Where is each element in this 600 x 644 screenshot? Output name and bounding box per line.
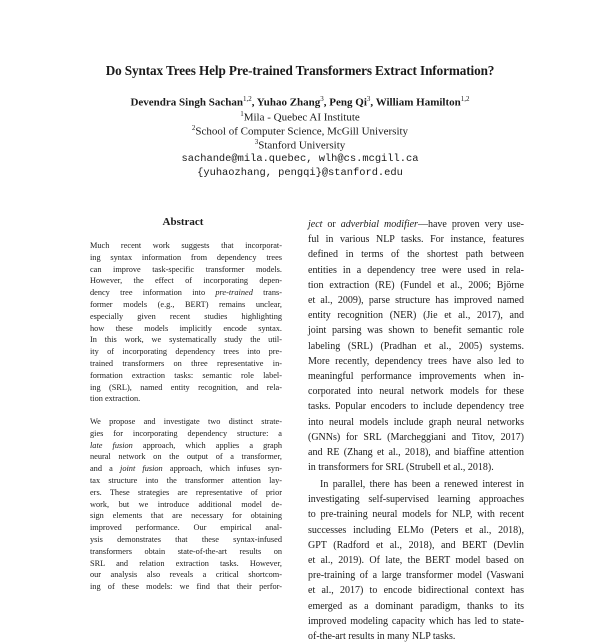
text-line: investigating self-supervised learning approaches xyxy=(308,494,524,506)
author-affiliation-marker: 3 xyxy=(366,95,371,103)
text-line: corporated into neural network models for these xyxy=(308,386,524,398)
text-line: can improve task-specific transformer models. xyxy=(90,264,282,274)
text-line: SRL and relation extraction tasks. However, xyxy=(90,558,282,568)
text-line: entity recognition (NER) (Jie et al., 2017), and xyxy=(308,310,524,322)
text-line: dency tree information into pre-trained trans- xyxy=(90,288,282,298)
text-line: how these models implicitly encode syntax. xyxy=(90,323,282,333)
text-line: ers. These strategies are representative of prior xyxy=(90,487,282,497)
text-line: ing (SRL), named entity recognition, and rela- xyxy=(90,382,282,392)
abstract-heading: Abstract xyxy=(162,216,204,228)
affiliation-marker: 1 xyxy=(240,110,244,118)
author-name: Peng Qi xyxy=(329,96,367,109)
text-line: our analysis also reveals a critical shortcom- xyxy=(90,570,282,580)
text-line: late fusion approach, which applies a graph xyxy=(90,440,282,450)
text-line: emerged as a dominant paradigm, thanks to its xyxy=(308,600,524,612)
text-line: successes including ELMo (Peters et al., 2018), xyxy=(308,524,524,536)
text-line: et al., 2009), parse structure has improved named xyxy=(308,295,524,307)
text-line: ysis demonstrates that these syntax-infused xyxy=(90,534,282,544)
text-line: to pre-training neural models for NLP, with recent xyxy=(308,509,524,521)
text-line: trained transformers on three representative in- xyxy=(90,358,282,368)
text-line: In parallel, there has been a renewed interest in xyxy=(320,479,524,490)
abstract-paragraph-1 xyxy=(90,240,282,405)
text-line: However, the effect of incorporating depen- xyxy=(90,276,282,286)
text-line: ing of these models: we find that their perfor- xyxy=(90,582,282,592)
text-line: ful in various NLP tasks. For instance, features xyxy=(308,234,524,246)
text-line: In this work, we systematically study the util- xyxy=(90,335,282,345)
text-line: transformers obtain state-of-the-art results on xyxy=(90,546,282,556)
affiliation xyxy=(0,110,600,124)
affiliation-marker: 2 xyxy=(191,124,196,132)
text-line: GPT (Radford et al., 2018), and BERT (Devlin xyxy=(308,539,524,551)
text-line: improved modeling capacity which has led to state- xyxy=(308,615,524,627)
intro-paragraph-1 xyxy=(308,217,524,475)
text-line: labeling (SRL) (Pradhan et al., 2005) systems. xyxy=(308,340,524,352)
affiliation-text: Stanford University xyxy=(258,139,346,152)
text-line: improved performance. Our empirical anal- xyxy=(90,523,282,533)
affiliation-text: Mila - Quebec AI Institute xyxy=(243,111,360,124)
author-name: Devendra Singh Sachan xyxy=(130,96,243,109)
author-affiliation-marker: 1,2 xyxy=(242,95,252,103)
email-line: sachande@mila.quebec, wlh@cs.mcgill.ca xyxy=(181,153,419,165)
text-line: neural network on the output of a transformer, xyxy=(90,452,282,462)
text-line: sign elements that are necessary for obtaining xyxy=(90,511,282,521)
paper-title: Do Syntax Trees Help Pre-trained Transformers Extract Information? xyxy=(105,63,495,78)
author-affiliation-marker: 3 xyxy=(320,95,324,103)
author-name: William Hamilton xyxy=(375,96,461,109)
intro-paragraph-2 xyxy=(308,477,524,644)
text-line: tion extraction (RE) (Fundel et al., 2006; Björne xyxy=(308,279,524,291)
text-line: gies for incorporating dependency structure: a xyxy=(90,428,282,438)
abstract-paragraph-2 xyxy=(90,416,282,593)
text-line: especially given recent studies highlighting xyxy=(90,311,282,321)
text-line: ing syntax information from dependency trees xyxy=(90,252,282,262)
text-line: meaningful performance improvements when in- xyxy=(308,371,524,383)
text-line: More recently, dependency trees have also led to xyxy=(308,355,524,367)
text-line: pre-training of a large transformer model (Vaswani xyxy=(308,570,524,582)
text-line: ity of incorporating dependency trees into pre- xyxy=(90,347,282,357)
text-line: tasks. Popular encoders to include dependency tree xyxy=(308,401,524,413)
text-line: et al., 2017) to encode bidirectional context has xyxy=(308,585,524,597)
text-line: entities in a dependency tree were used in rela- xyxy=(308,264,524,276)
email-line: {yuhaozhang, pengqi}@stanford.edu xyxy=(197,167,403,179)
text-line: defined in terms of the shortest path between xyxy=(308,249,524,261)
text-line: et al., 2019). Of late, the BERT model based on xyxy=(308,555,524,567)
text-line: Much recent work suggests that incorporat- xyxy=(90,241,282,250)
text-line: and RE (Zhang et al., 2018), and biaffine attention xyxy=(308,447,524,459)
affiliation-marker: 3 xyxy=(254,138,259,146)
text-line: into neural models include graph neural networks xyxy=(308,416,524,428)
affiliation xyxy=(0,138,600,152)
text-line: in transformers for SRL (Strubell et al., 2018). xyxy=(308,462,494,474)
text-line: formation extraction tasks: semantic role label- xyxy=(90,370,282,380)
text-line: tax structure into the transformer attention lay- xyxy=(90,475,282,485)
text-line: former models (e.g., BERT) remains unclear, xyxy=(90,299,282,309)
affiliation-text: School of Computer Science, McGill University xyxy=(195,125,409,138)
author-list: Devendra Singh Sachan$^{1,2}$, Yuhao Zhang$^3$, Peng Qi$^3$, William Hamilton$^{1,2}$ xyxy=(130,95,470,109)
text-line: and a joint fusion approach, which infuses syn- xyxy=(90,464,282,474)
text-line: joint parsing was shown to benefit semantic role xyxy=(308,325,524,337)
text-line: tion extraction. xyxy=(90,394,141,404)
text-line: of-the-art results in many NLP tasks. xyxy=(308,631,456,643)
text-line: We propose and investigate two distinct strate- xyxy=(90,417,282,426)
affiliation xyxy=(0,124,600,138)
text-line: work, but we introduce additional model de- xyxy=(90,499,282,509)
author-name: Yuhao Zhang xyxy=(256,96,321,109)
text-line: ject or adverbial modifier—have proven very use- xyxy=(308,219,524,230)
author-affiliation-marker: 1,2 xyxy=(460,95,470,103)
text-line: (GNNs) for SRL (Marcheggiani and Titov, 2017) xyxy=(308,431,524,443)
